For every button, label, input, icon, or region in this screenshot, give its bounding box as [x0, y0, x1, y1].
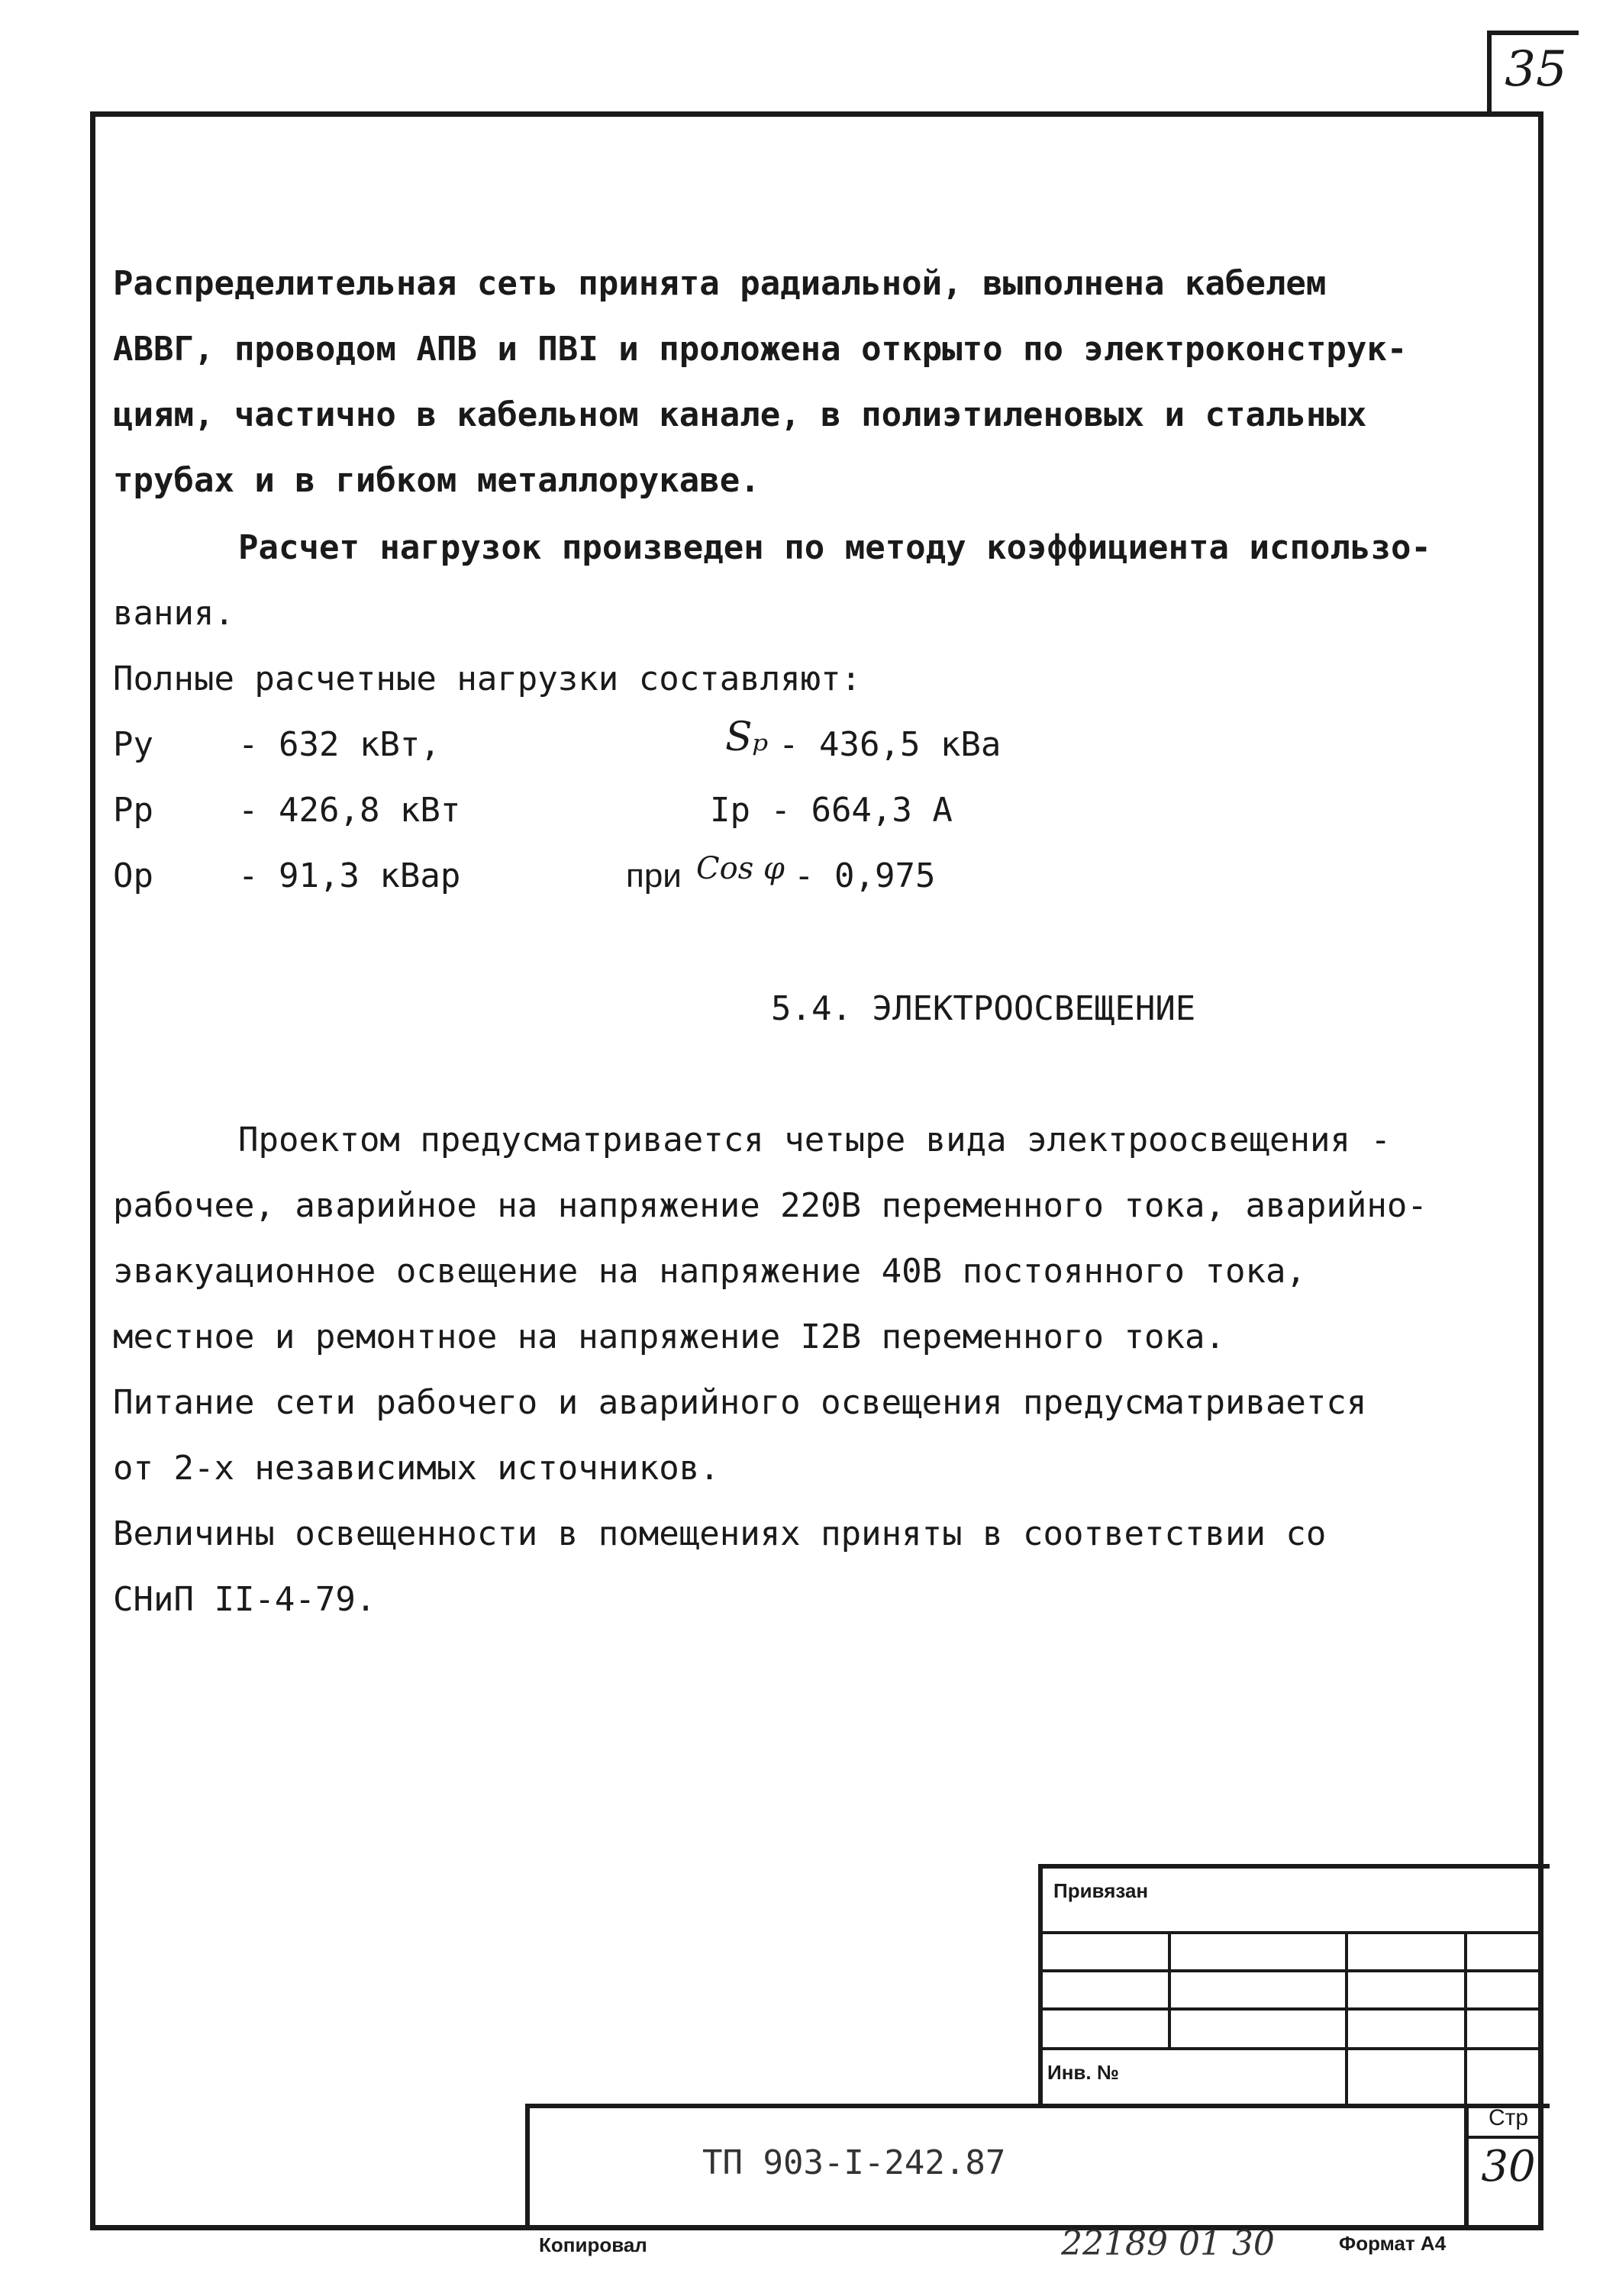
- body-line: СНиП II-4-79.: [113, 1580, 376, 1619]
- body-line: трубах и в гибком металлорукаве.: [113, 461, 760, 500]
- load-cos-value: - 0,975: [794, 856, 936, 895]
- stamp-divider: [1168, 1931, 1171, 2047]
- page-label: Стр: [1488, 2105, 1529, 2130]
- load-pp-label: Рр: [113, 791, 153, 830]
- stamp-divider: [1464, 2104, 1469, 2230]
- load-pp-value: - 426,8 кВт: [238, 791, 461, 830]
- stamp-rule: [1038, 1969, 1543, 1972]
- footer-copied-label: Копировал: [539, 2233, 647, 2256]
- body-line: Распределительная сеть принята радиальной, выполнена кабелем: [113, 264, 1327, 303]
- stamp-divider: [1345, 1931, 1348, 2104]
- body-line: местное и ремонтное на напряжение I2В переменного тока.: [113, 1317, 1225, 1356]
- body-line: эвакуационное освещение на напряжение 40В постоянного тока,: [113, 1252, 1306, 1291]
- stamp-rule: [1038, 2007, 1543, 2011]
- stamp-rule: [1038, 2047, 1543, 2050]
- stamp-privyazan-label: Привязан: [1053, 1879, 1149, 1902]
- stamp-rule: [1464, 2136, 1543, 2139]
- load-sp-symbol: Sₚ: [725, 714, 769, 760]
- body-line: Проектом предусматривается четыре вида электроосвещения -: [238, 1121, 1391, 1159]
- section-heading: 5.4. ЭЛЕКТРООСВЕЩЕНИЕ: [771, 989, 1196, 1028]
- body-line: АВВГ, проводом АПВ и ПВI и проложена открыто по электроконструк-: [113, 330, 1408, 369]
- body-line: циям, частично в кабельном канале, в полиэтиленовых и стальных: [113, 395, 1367, 434]
- body-line: от 2-х независимых источников.: [113, 1449, 720, 1488]
- load-qp-value: - 91,3 кВар: [238, 856, 461, 895]
- footer-archive-number: 22189 01 30: [1061, 2224, 1275, 2263]
- load-cos-symbol: Cos φ: [696, 851, 785, 886]
- page-number: 30: [1481, 2142, 1536, 2191]
- footer-format-label: Формат А4: [1339, 2232, 1447, 2255]
- load-sp-value: - 436,5 кВа: [779, 725, 1002, 764]
- load-py-value: - 632 кВт,: [238, 725, 440, 764]
- loads-intro: Полные расчетные нагрузки составляют:: [113, 659, 862, 698]
- stamp-main-block: [525, 2104, 1550, 2230]
- load-ip-value: Ip - 664,3 А: [710, 791, 953, 830]
- body-line: рабочее, аварийное на напряжение 220В переменного тока, аварийно-: [113, 1186, 1427, 1225]
- load-pri-word: при: [626, 857, 682, 895]
- load-py-label: Ру: [113, 725, 153, 764]
- body-line: Питание сети рабочего и аварийного освещения предусматривается: [113, 1383, 1367, 1422]
- body-line: вания.: [113, 594, 234, 633]
- body-line: Расчет нагрузок произведен по методу коэффициента использо-: [238, 528, 1431, 567]
- body-line: Величины освещенности в помещениях приняты в соответствии со: [113, 1514, 1327, 1553]
- stamp-divider: [1464, 1931, 1467, 2104]
- load-qp-label: Ор: [113, 856, 153, 895]
- sheet-number: 35: [1505, 41, 1567, 98]
- stamp-rule: [1038, 1931, 1543, 1934]
- document-code: ТП 903-I-242.87: [702, 2143, 1006, 2182]
- stamp-inv-label: Инв. №: [1047, 2061, 1119, 2084]
